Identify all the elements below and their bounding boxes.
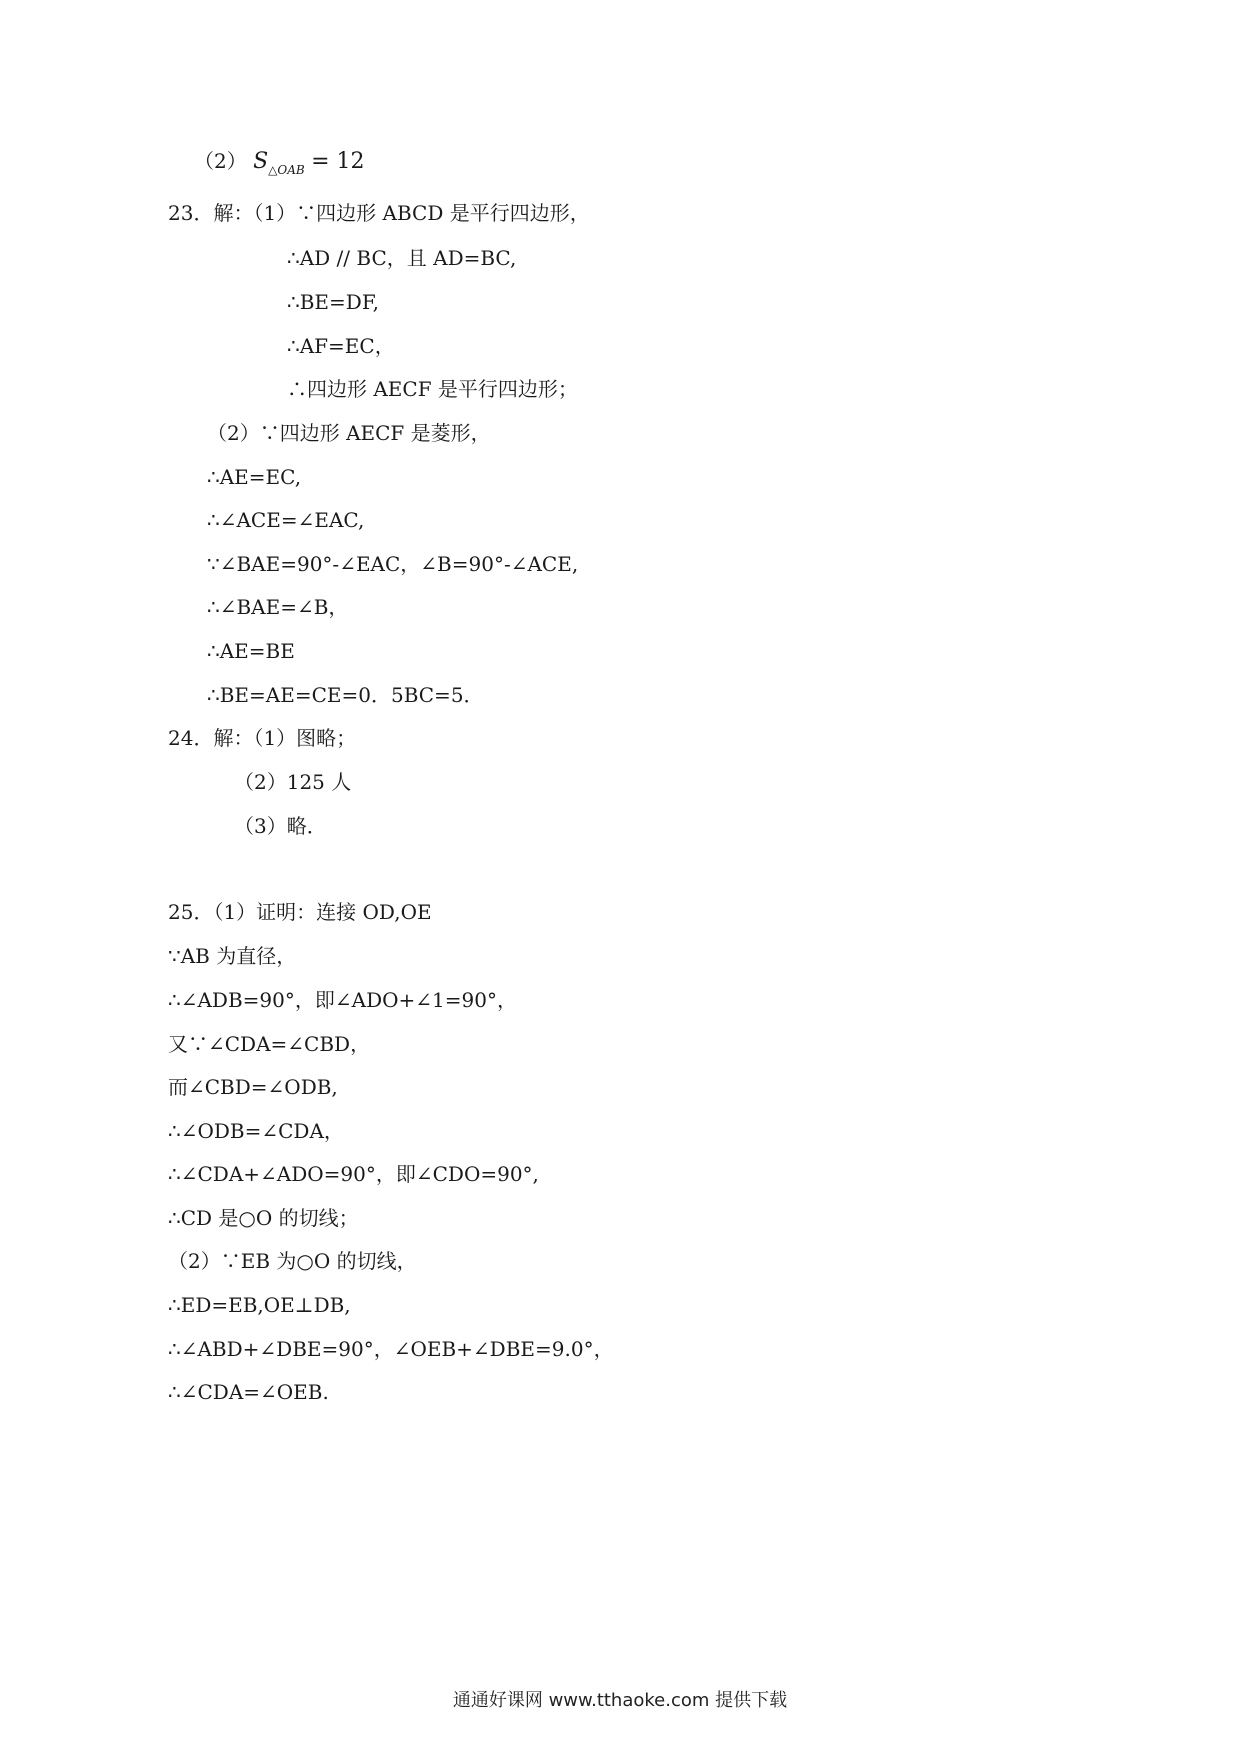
q24-header: 24．解：（1）图略； [168, 726, 357, 750]
q25-line-2: ∴∠ADB=90°，即∠ADO+∠1=90°， [168, 988, 517, 1012]
q25-line-7: ∴CD 是○O 的切线； [168, 1206, 359, 1230]
q23-line-5: ∴AE=EC, [207, 465, 302, 489]
q25-line-6: ∴∠CDA+∠ADO=90°，即∠CDO=90°, [168, 1162, 539, 1186]
q23-line-1: ∴AD // BC，且 AD=BC, [287, 246, 517, 270]
q25-line-9: ∴∠ABD+∠DBE=90°，∠OEB+∠DBE=9.0°， [168, 1337, 614, 1361]
q22-area-subscript: △OAB [268, 163, 305, 177]
q25-line-3: 又∵∠CDA=∠CBD， [168, 1032, 371, 1056]
q23-line-2: ∴BE=DF, [287, 290, 379, 314]
q23-part2-header: （2）∵四边形 AECF 是菱形， [207, 421, 491, 445]
q23-line-8: ∴∠BAE=∠B， [207, 595, 349, 619]
q22-part2 [194, 146, 365, 185]
q25-line-1: ∵AB 为直径， [168, 944, 297, 968]
q25-line-10: ∴∠CDA=∠OEB. [168, 1380, 329, 1404]
q23-line-4: ∴四边形 AECF 是平行四边形； [287, 377, 578, 401]
page-footer: 通通好课网 www.tthaoke.com 提供下载 [452, 1690, 788, 1711]
q23-line-7: ∵∠BAE=90°-∠EAC，∠B=90°-∠ACE, [207, 552, 579, 576]
q25-line-4: 而∠CBD=∠ODB, [168, 1075, 338, 1099]
q23-header: 23．解：（1）∵四边形 ABCD 是平行四边形， [168, 201, 590, 225]
q25-line-5: ∴∠ODB=∠CDA， [168, 1119, 344, 1143]
q23-line-10: ∴BE=AE=CE=0．5BC=5． [207, 683, 484, 707]
q23-line-6: ∴∠ACE=∠EAC, [207, 508, 365, 532]
q22-part2-prefix: （2） [194, 149, 247, 173]
q23-line-9: ∴AE=BE [207, 639, 295, 663]
q22-area-value: = 12 [311, 149, 365, 174]
q25-part2-header: （2）∵EB 为○O 的切线， [168, 1249, 417, 1273]
q23-line-3: ∴AF=EC， [287, 334, 395, 358]
q24-line-1: （2）125 人 [234, 770, 352, 794]
q25-header: 25．（1）证明：连接 OD,OE [168, 900, 432, 924]
q24-line-2: （3）略． [234, 814, 327, 838]
q22-area-symbol: S [253, 149, 269, 174]
q25-line-8: ∴ED=EB,OE⊥DB, [168, 1293, 351, 1317]
